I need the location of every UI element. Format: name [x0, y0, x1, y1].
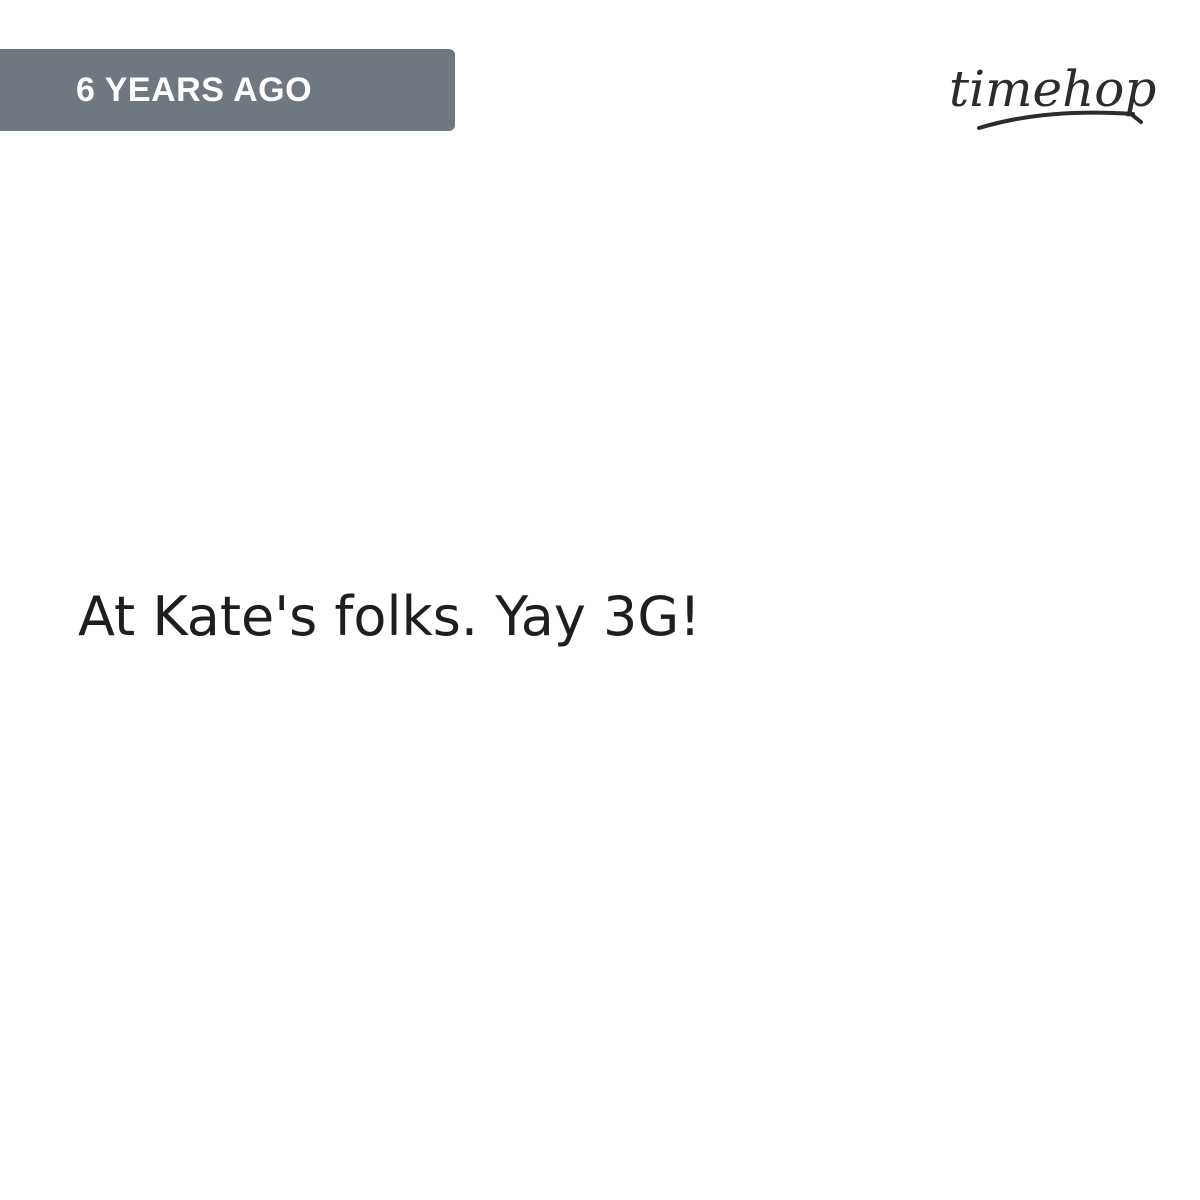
years-ago-label: 6 YEARS AGO — [76, 70, 313, 109]
memory-post-text: At Kate's folks. Yay 3G! — [78, 585, 701, 648]
timehop-logo-text: timehop — [949, 60, 1157, 118]
years-ago-badge — [0, 49, 455, 131]
timehop-logo — [945, 48, 1160, 138]
